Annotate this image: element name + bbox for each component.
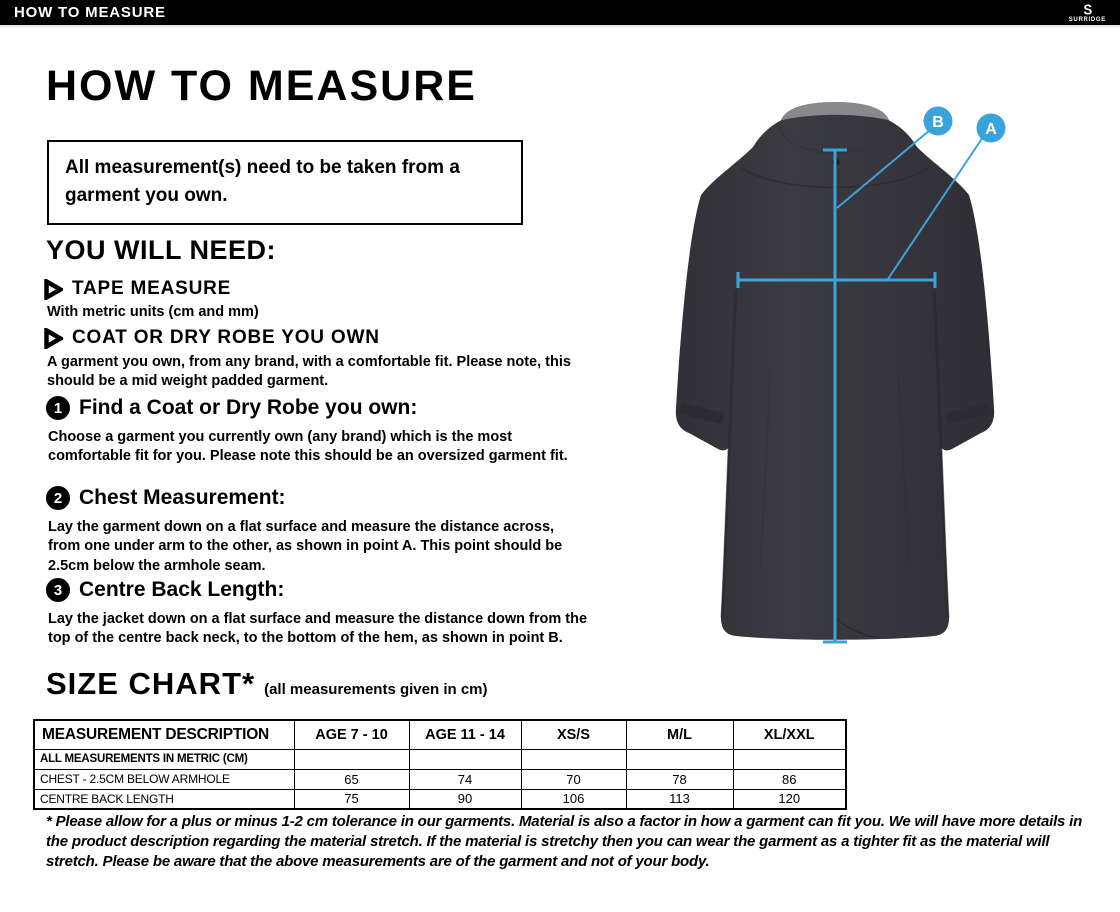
dry-robe-illustration — [630, 72, 1100, 664]
cell: 120 — [733, 789, 846, 809]
step-1-title: Find a Coat or Dry Robe you own: — [79, 396, 418, 419]
table-row — [34, 769, 846, 789]
header-bar — [0, 0, 1120, 27]
cell: 74 — [409, 769, 521, 789]
need-item-description: With metric units (cm and mm) — [47, 304, 259, 320]
notice-text: All measurement(s) need to be taken from a garment you own. — [65, 157, 460, 206]
step-1-description: Choose a garment you currently own (any brand) which is the most comfortable fit for you. Please note this should be an oversized garment fit. — [48, 429, 568, 465]
row-label: CENTRE BACK LENGTH — [34, 789, 294, 809]
step-2-description: Lay the garment down on a flat surface and measure the distance across, from one under arm to the other, as shown in point A. This point should be 2.5cm below the armhole seam. — [48, 519, 563, 574]
col-xs-s: XS/S — [521, 720, 626, 749]
col-age-11-14: AGE 11 - 14 — [409, 720, 521, 749]
step-3-number-badge: 3 — [46, 578, 70, 602]
need-item-tape-measure — [44, 278, 231, 300]
cell — [521, 749, 626, 769]
size-chart-title: SIZE CHART* — [46, 666, 256, 701]
step-2-number-badge: 2 — [46, 486, 70, 510]
header-title: HOW TO MEASURE — [14, 4, 166, 21]
triangle-bullet-icon — [44, 328, 63, 349]
cell — [626, 749, 733, 769]
col-m-l: M/L — [626, 720, 733, 749]
row-label: ALL MEASUREMENTS IN METRIC (CM) — [34, 749, 294, 769]
step-3-description: Lay the jacket down on a flat surface and measure the distance down from the top of the centre back neck, to the bottom of the hem, as shown in point B. — [48, 611, 588, 647]
step-1-heading — [46, 396, 417, 420]
tolerance-footnote: * Please allow for a plus or minus 1-2 cm tolerance in our garments. Material is also a factor in how a garment can fit you. We will have more details in the product description regarding the material stretch. If the material is stretchy then you can wear the garment as a tighter fit as the material will stretch. Please be aware that the above measurements are of the garment and not of your body. — [46, 813, 1083, 870]
need-item-coat — [44, 327, 380, 349]
point-b-label: B — [932, 114, 944, 131]
cell: 90 — [409, 789, 521, 809]
cell: 106 — [521, 789, 626, 809]
table-row — [34, 749, 846, 769]
col-xl-xxl: XL/XXL — [733, 720, 846, 749]
need-item-label: TAPE MEASURE — [72, 278, 232, 299]
cell: 70 — [521, 769, 626, 789]
col-age-7-10: AGE 7 - 10 — [294, 720, 409, 749]
step-1-number-badge: 1 — [46, 396, 70, 420]
page-title: HOW TO MEASURE — [46, 62, 477, 110]
need-item-description: A garment you own, from any brand, with a comfortable fit. Please note, this should be a mid weight padded garment. — [47, 354, 571, 389]
triangle-bullet-icon — [44, 279, 63, 300]
size-chart-subtitle: (all measurements given in cm) — [264, 681, 488, 698]
col-measurement-description: MEASUREMENT DESCRIPTION — [34, 720, 294, 749]
step-2-title: Chest Measurement: — [79, 486, 286, 509]
size-chart-heading — [46, 666, 488, 702]
step-3-title: Centre Back Length: — [79, 578, 285, 601]
surridge-logo-icon: S — [1083, 0, 1092, 19]
cell: 113 — [626, 789, 733, 809]
cell: 75 — [294, 789, 409, 809]
point-a-marker — [977, 114, 1006, 143]
you-will-need-heading: YOU WILL NEED: — [46, 235, 277, 265]
table-row — [34, 789, 846, 809]
cell — [294, 749, 409, 769]
surridge-logo — [1068, 0, 1114, 23]
cell — [409, 749, 521, 769]
cell: 78 — [626, 769, 733, 789]
row-label: CHEST - 2.5CM BELOW ARMHOLE — [34, 769, 294, 789]
cell: 86 — [733, 769, 846, 789]
table-header-row — [34, 720, 846, 749]
size-chart-table — [33, 719, 847, 810]
step-2-heading — [46, 486, 286, 510]
cell — [733, 749, 846, 769]
surridge-logo-text: SURRIDGE — [1068, 17, 1106, 23]
point-b-marker — [924, 107, 953, 136]
point-a-label: A — [985, 121, 997, 138]
step-3-heading — [46, 578, 284, 602]
cell: 65 — [294, 769, 409, 789]
notice-box — [47, 140, 523, 225]
need-item-label: COAT OR DRY ROBE YOU OWN — [72, 327, 380, 348]
coat-diagram — [630, 72, 1100, 664]
